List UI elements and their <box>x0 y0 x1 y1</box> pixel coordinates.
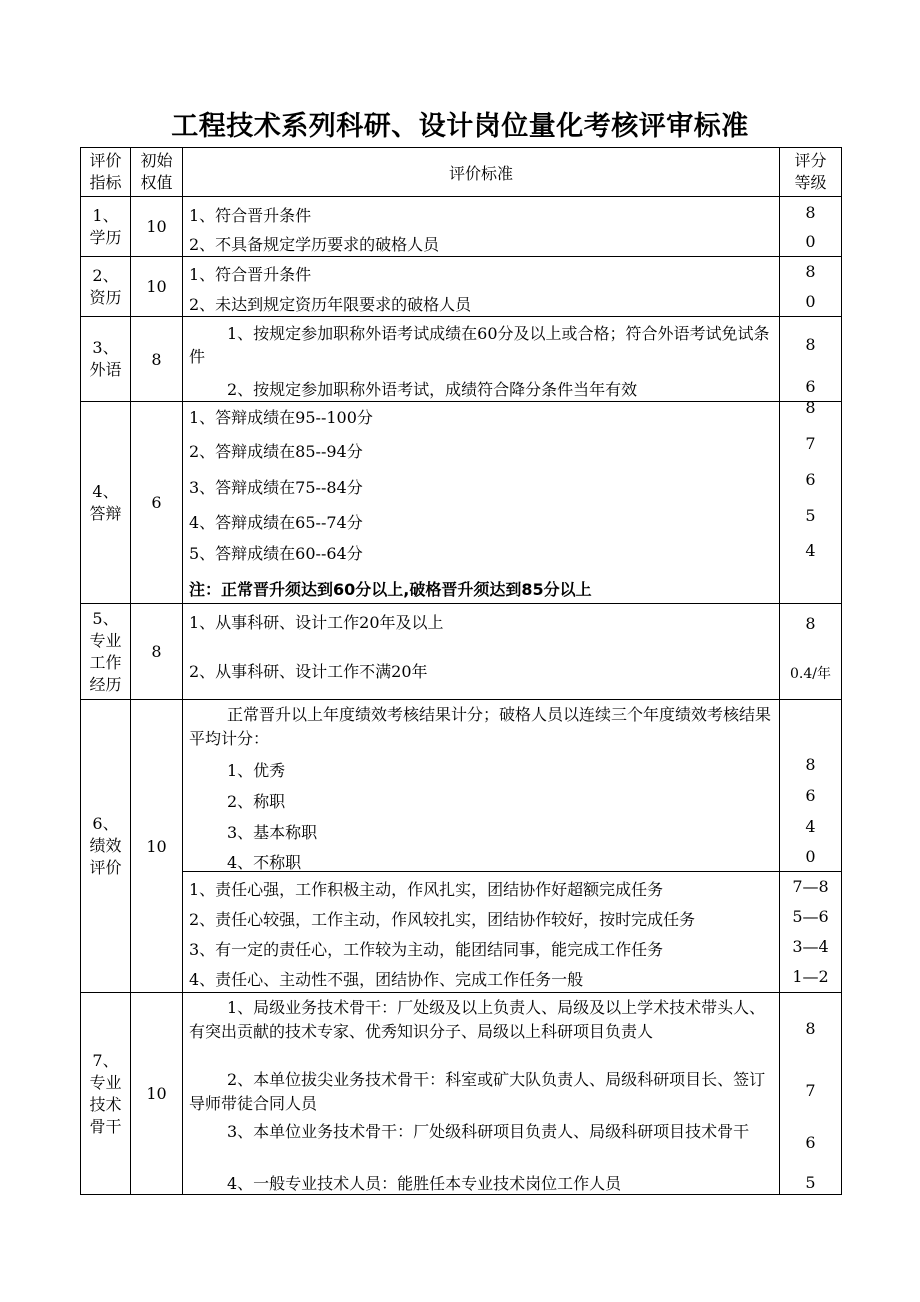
criteria-item: 3、本单位业务技术骨干：厂处级科研项目负责人、局级科研项目技术骨干 <box>227 1122 750 1141</box>
indicator-text: 4、 答辩 <box>89 481 122 523</box>
score-value: 8 <box>805 398 816 417</box>
indicator-text: 6、 绩效 评价 <box>89 814 122 877</box>
table-row <box>81 993 842 1195</box>
indicator-text: 3、 外语 <box>89 338 122 379</box>
criteria-item: 1、从事科研、设计工作20年及以上 <box>189 613 444 632</box>
score-value: 8 <box>805 614 816 633</box>
criteria-cell <box>183 700 780 993</box>
table-row <box>81 197 842 257</box>
criteria-item: 1、责任心强，工作积极主动，作风扎实，团结协作好超额完成任务 <box>189 880 664 899</box>
indicator-text: 7、 专业 技术 骨干 <box>89 1050 122 1136</box>
table-header-row <box>81 148 842 197</box>
header-indicator <box>81 148 131 197</box>
weight-cell: 10 <box>131 993 183 1195</box>
score-value: 8 <box>805 262 816 281</box>
score-value: 7 <box>805 434 816 453</box>
header-weight <box>131 148 183 197</box>
score-value: 4 <box>805 541 816 560</box>
criteria-cell <box>183 197 780 257</box>
score-value: 4 <box>805 817 816 836</box>
score-value: 0 <box>805 292 816 311</box>
score-cell <box>780 993 842 1195</box>
score-value: 6 <box>805 1133 816 1152</box>
score-value: 8 <box>805 755 816 774</box>
indicator-text: 1、 学历 <box>89 205 122 247</box>
criteria-cell <box>183 604 780 700</box>
criteria-cell <box>183 402 780 604</box>
criteria-item: 3、有一定的责任心，工作较为主动，能团结同事，能完成工作任务 <box>189 940 664 959</box>
score-value: 8 <box>805 203 816 222</box>
weight-cell: 10 <box>131 700 183 993</box>
indicator-cell <box>81 604 131 700</box>
score-value: 7—8 <box>792 877 829 896</box>
score-cell <box>780 197 842 257</box>
header-criteria: 评价标准 <box>183 148 780 197</box>
weight-cell: 8 <box>131 317 183 402</box>
weight-cell: 6 <box>131 402 183 604</box>
indicator-cell <box>81 197 131 257</box>
indicator-cell <box>81 317 131 402</box>
criteria-item: 5、答辩成绩在60--64分 <box>189 544 363 563</box>
indicator-text: 5、 专业 工作 经历 <box>89 608 122 694</box>
weight-cell: 10 <box>131 197 183 257</box>
inner-divider <box>780 871 841 872</box>
score-cell <box>780 317 842 402</box>
header-grade <box>780 148 842 197</box>
score-value: 1—2 <box>792 967 829 986</box>
criteria-item: 2、答辩成绩在85--94分 <box>189 442 363 461</box>
criteria-item: 2、按规定参加职称外语考试，成绩符合降分条件当年有效 <box>227 380 638 399</box>
score-value: 6 <box>805 470 816 489</box>
indicator-cell <box>81 402 131 604</box>
score-cell <box>780 398 842 604</box>
indicator-cell <box>81 257 131 317</box>
table-row <box>81 402 842 604</box>
criteria-item: 4、答辩成绩在65--74分 <box>189 513 363 532</box>
table-row <box>81 257 842 317</box>
note-text: 注：正常晋升须达到60分以上,破格晋升须达到85分以上 <box>189 580 592 599</box>
criteria-item: 4、一般专业技术人员：能胜任本专业技术岗位工作人员 <box>227 1174 622 1193</box>
criteria-item: 2、未达到规定资历年限要求的破格人员 <box>189 295 472 314</box>
score-value: 0 <box>805 847 816 866</box>
page-title: 工程技术系列科研、设计岗位量化考核评审标准 <box>171 111 749 142</box>
header-weight-text: 初始 权值 <box>140 151 173 192</box>
criteria-item: 1、按规定参加职称外语考试成绩在60分及以上或合格；符合外语考试免试条件 <box>189 324 770 366</box>
criteria-item: 3、基本称职 <box>227 823 318 842</box>
criteria-cell <box>183 993 780 1195</box>
score-cell <box>780 604 842 700</box>
score-value: 7 <box>805 1081 816 1100</box>
inner-divider <box>183 871 779 872</box>
criteria-item: 1、局级业务技术骨干：厂处级及以上负责人、局级及以上学术技术带头人、有突出贡献的技术专家、优秀知识分子、局级以上科研项目负责人 <box>189 998 766 1041</box>
score-value: 0 <box>805 232 816 251</box>
indicator-text: 2、 资历 <box>89 265 122 307</box>
table-row <box>81 700 842 993</box>
criteria-item: 2、本单位拔尖业务技术骨干：科室或矿大队负责人、局级科研项目长、签订导师带徒合同人员 <box>189 1070 766 1113</box>
score-value: 5 <box>805 1173 816 1192</box>
criteria-item: 2、责任心较强，工作主动，作风较扎实，团结协作较好，按时完成任务 <box>189 910 696 929</box>
header-indicator-text: 评价 指标 <box>89 151 122 192</box>
score-value: 8 <box>805 1019 816 1038</box>
criteria-item: 4、责任心、主动性不强，团结协作、完成工作任务一般 <box>189 970 584 989</box>
criteria-item: 4、不称职 <box>227 853 302 872</box>
criteria-cell <box>183 317 780 402</box>
score-value: 5—6 <box>792 907 829 926</box>
evaluation-table <box>80 147 842 1195</box>
score-value: 6 <box>805 377 816 396</box>
criteria-item: 1、优秀 <box>227 761 286 780</box>
score-value: 0.4/年 <box>790 666 831 682</box>
score-cell <box>780 257 842 317</box>
criteria-item: 2、不具备规定学历要求的破格人员 <box>189 235 440 254</box>
indicator-cell <box>81 700 131 993</box>
criteria-cell <box>183 257 780 317</box>
criteria-item: 3、答辩成绩在75--84分 <box>189 478 363 497</box>
score-value: 8 <box>805 335 816 354</box>
weight-cell: 10 <box>131 257 183 317</box>
table-row <box>81 604 842 700</box>
intro-text: 正常晋升以上年度绩效考核结果计分；破格人员以连续三个年度绩效考核结果平均计分： <box>189 705 772 748</box>
score-value: 5 <box>805 506 816 525</box>
criteria-item: 2、从事科研、设计工作不满20年 <box>189 662 428 681</box>
score-value: 3—4 <box>792 937 829 956</box>
weight-cell: 8 <box>131 604 183 700</box>
criteria-item: 2、称职 <box>227 792 286 811</box>
score-value: 6 <box>805 786 816 805</box>
criteria-item: 1、答辩成绩在95--100分 <box>189 408 373 427</box>
criteria-item: 1、符合晋升条件 <box>189 206 312 225</box>
indicator-cell <box>81 993 131 1195</box>
table-row <box>81 317 842 402</box>
score-cell <box>780 700 842 993</box>
criteria-item: 1、符合晋升条件 <box>189 265 312 284</box>
header-grade-text: 评分 等级 <box>794 151 827 192</box>
